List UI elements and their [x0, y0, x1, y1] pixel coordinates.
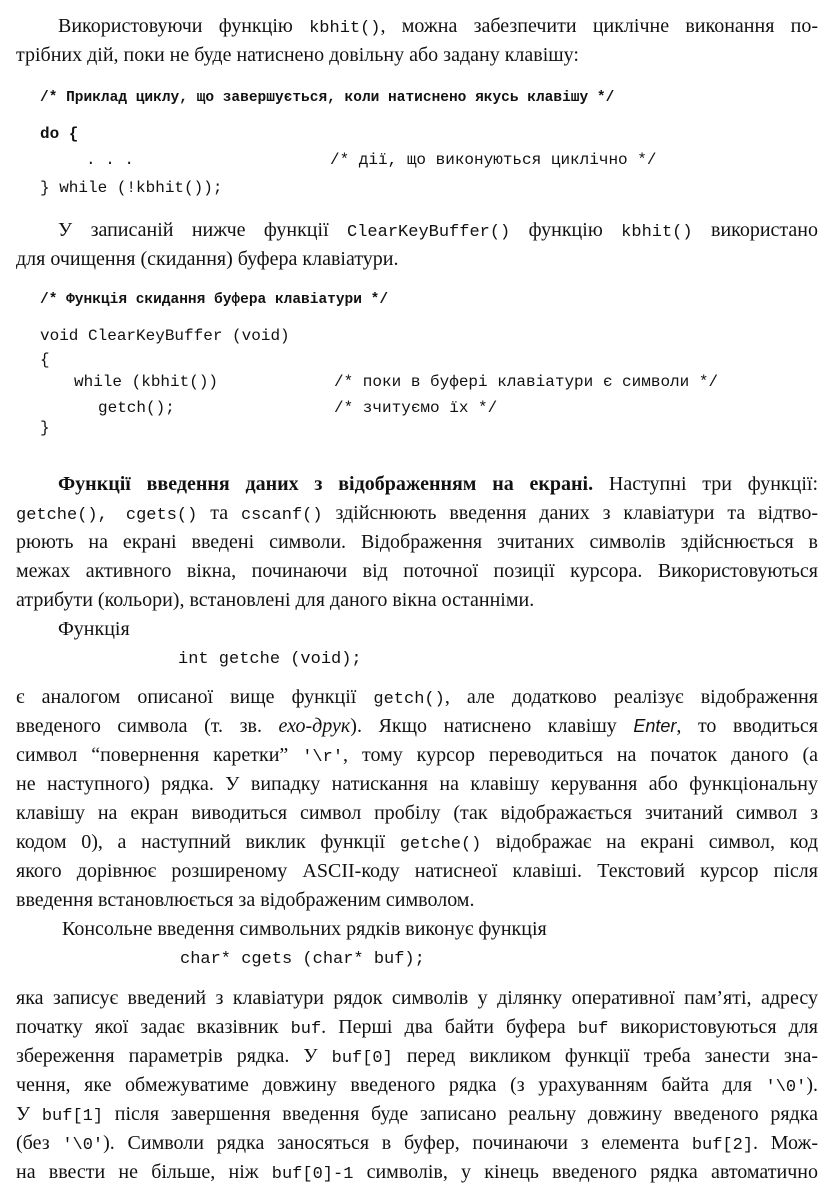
inline-code: buf — [577, 1020, 609, 1039]
p4-declaration: int getche (void); — [178, 650, 362, 669]
p2-line-1: У записаній нижче функції ClearKeyBuffer() функцію kbhit() використано — [58, 219, 818, 242]
p5-line-7: якого дорівнює розширеному ASCII-коду натиснеої клавіші. Текстовий курсор після — [16, 860, 818, 882]
inline-code: '\0' — [765, 1078, 807, 1097]
p7-line-4: чення, яке обмежуватиме довжину введеного рядка (з урахуванням байта для '\0'). — [16, 1074, 818, 1097]
inline-code: kbhit() — [621, 223, 693, 242]
code1-dots-comment: /* дії, що виконуються циклічно */ — [330, 151, 657, 169]
p5-line-8: введення встановлюється за відображеним символом. — [16, 889, 475, 911]
p5-line-3: символ “повернення каретки” '\r', тому курсор переводиться на початок даного (а — [16, 744, 818, 767]
inline-code: ClearKeyBuffer() — [347, 223, 511, 242]
inline-code: buf[0] — [331, 1049, 393, 1068]
inline-code: buf — [290, 1020, 322, 1039]
inline-code: buf[1] — [41, 1107, 104, 1126]
p1-line-1: Використовуючи функцію kbhit(), можна забезпечити циклічне виконання по- — [58, 15, 819, 38]
code2-comment: /* Функція скидання буфера клавіатури */ — [40, 292, 389, 308]
inline-code: cscanf() — [240, 506, 323, 525]
code2-signature: void ClearKeyBuffer (void) — [40, 327, 290, 345]
p7-line-3: збереження параметрів рядка. У buf[0] перед викликом функції треба занести зна- — [16, 1045, 818, 1068]
code1-comment: /* Приклад циклу, що завершується, коли натиснено якусь клавішу */ — [40, 90, 615, 106]
code1-do: do { — [40, 125, 79, 143]
p3-line-2: getche(), cgets() та cscanf() здійснюють введення даних з клавіатури та відтво- — [16, 502, 818, 525]
p6-declaration: char* cgets (char* buf); — [180, 950, 425, 969]
p7-line-1: яка записує введений з клавіатури рядок символів у ділянку оперативної пам’яті, адресу — [16, 987, 818, 1009]
p5-line-1: є аналогом описаної вище функції getch(), але додатково реалізує відображення — [16, 686, 818, 709]
p3-line-3: рюють на екрані введені символи. Відображення зчитаних символів здійснюється в — [16, 531, 818, 553]
inline-code: getche() — [399, 835, 482, 854]
code2-while-comment: /* поки в буфері клавіатури є символи */ — [334, 373, 719, 391]
inline-code: getch() — [373, 690, 445, 709]
p5-line-5: клавішу на екран виводиться символ пробілу (так відображається зчитаний символ з — [16, 802, 818, 824]
p7-line-5: У buf[1] після завершення введення буде записано реальну довжину введеного рядка — [16, 1103, 818, 1126]
inline-code: kbhit() — [309, 19, 381, 38]
code2-open-brace: { — [40, 351, 50, 369]
p3-line-1: Функції введення даних з відображенням на екрані. Наступні три функції: — [58, 473, 819, 495]
inline-code: buf[0]-1 — [271, 1165, 354, 1184]
code2-while: while (kbhit()) — [74, 373, 219, 391]
section-heading: Функції введення даних з відображенням на екрані. — [58, 473, 594, 495]
p7-line-2: початку якої задає вказівник buf. Перші два байти буфера buf використовуються для — [16, 1016, 819, 1039]
inline-code: '\0' — [62, 1136, 104, 1155]
p4-label: Функція — [58, 618, 130, 640]
p6-label: Консольне введення символьних рядків виконує функція — [62, 918, 547, 940]
code2-getch-comment: /* зчитуємо їх */ — [334, 399, 498, 417]
key-name: Enter — [633, 716, 677, 736]
p5-line-2: введеного символа (т. зв. ехо-друк). Якщо натиснено клавішу Enter, то вводиться — [16, 715, 818, 737]
p3-line-4: межах активного вікна, починаючи від поточної позиції курсора. Використовуються — [16, 560, 818, 582]
code2-close-brace: } — [40, 419, 50, 437]
p2-line-2: для очищення (скидання) буфера клавіатури. — [16, 248, 399, 270]
p1-line-2: трібних дій, поки не буде натиснено довільну або задану клавішу: — [16, 44, 579, 66]
p5-line-4: не наступного) рядка. У випадку натискання на клавішу керування або функціональну — [16, 773, 818, 795]
code1-while: } while (!kbhit()); — [40, 179, 223, 197]
p5-line-6: кодом 0), а наступний виклик функції getche() відображає на екрані символ, код — [16, 831, 818, 854]
inline-code: '\r' — [302, 748, 344, 767]
p7-line-6: (без '\0'). Символи рядка заносяться в буфер, починаючи з елемента buf[2]. Мож- — [16, 1132, 819, 1155]
inline-code: cgets() — [125, 506, 198, 525]
p3-line-5: атрибути (кольори), встановлені для даного вікна останніми. — [16, 589, 535, 611]
inline-code: getche() — [16, 506, 98, 525]
p7-line-7: на ввести не більше, ніж buf[0]-1 символів, у кінець введеного рядка автоматично — [16, 1161, 818, 1184]
inline-code: buf[2] — [691, 1136, 754, 1155]
code2-getch: getch(); — [98, 399, 175, 417]
code1-dots: . . . — [86, 151, 135, 169]
